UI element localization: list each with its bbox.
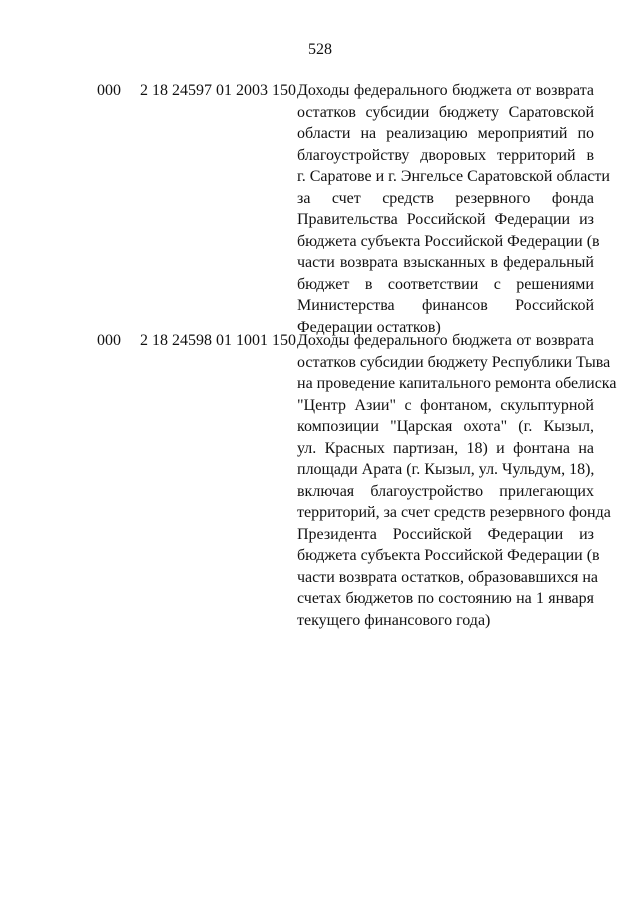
description-line: композиции "Царская охота" (г. Кызыл, — [297, 418, 594, 435]
income-description — [297, 330, 617, 631]
description-line: части возврата остатков, образовавшихся на — [297, 568, 598, 586]
description-line: территорий, за счет средств резервного фонда — [297, 504, 611, 521]
description-line: остатков субсидии бюджету Республики Тыва — [297, 353, 611, 371]
description-line: включая благоустройство прилегающих — [297, 482, 594, 500]
description-line: "Центр Азии" с фонтаном, скульптурной — [297, 396, 594, 414]
description-line: области на реализацию мероприятий по — [297, 125, 594, 142]
description-line: Доходы федерального бюджета от возврата — [297, 82, 594, 99]
budget-classification-code: 2 18 24597 01 2003 150 — [140, 82, 296, 99]
description-line: ул. Красных партизан, 18) и фонтана на — [297, 439, 594, 457]
description-line: бюджет в соответствии с решениями — [297, 275, 594, 293]
description-line: счетах бюджетов по состоянию на 1 января — [297, 590, 594, 607]
administrator-code: 000 — [97, 82, 121, 99]
description-line: части возврата взысканных в федеральный — [297, 254, 594, 271]
description-line: бюджета субъекта Российской Федерации (в — [297, 232, 600, 250]
description-line: текущего финансового года) — [297, 611, 491, 629]
description-line: Правительства Российской Федерации из — [297, 211, 594, 228]
description-line: Доходы федерального бюджета от возврата — [297, 332, 594, 349]
description-line: остатков субсидии бюджету Саратовской — [297, 103, 594, 121]
budget-classification-code: 2 18 24598 01 1001 150 — [140, 332, 296, 349]
description-line: площади Арата (г. Кызыл, ул. Чульдум, 18), — [297, 461, 595, 478]
description-line: бюджета субъекта Российской Федерации (в — [297, 547, 600, 564]
description-line: за счет средств резервного фонда — [297, 189, 594, 207]
description-line: Министерства финансов Российской — [297, 297, 594, 314]
income-description — [297, 80, 610, 338]
description-line: Президента Российской Федерации из — [297, 525, 594, 543]
description-line: на проведение капитального ремонта обелиска — [297, 375, 617, 392]
description-line: благоустройству дворовых территорий в — [297, 146, 594, 164]
administrator-code: 000 — [97, 332, 121, 349]
page-number: 528 — [308, 41, 332, 58]
description-line: г. Саратове и г. Энгельсе Саратовской области — [297, 168, 610, 185]
description-line: Федерации остатков) — [297, 318, 441, 336]
